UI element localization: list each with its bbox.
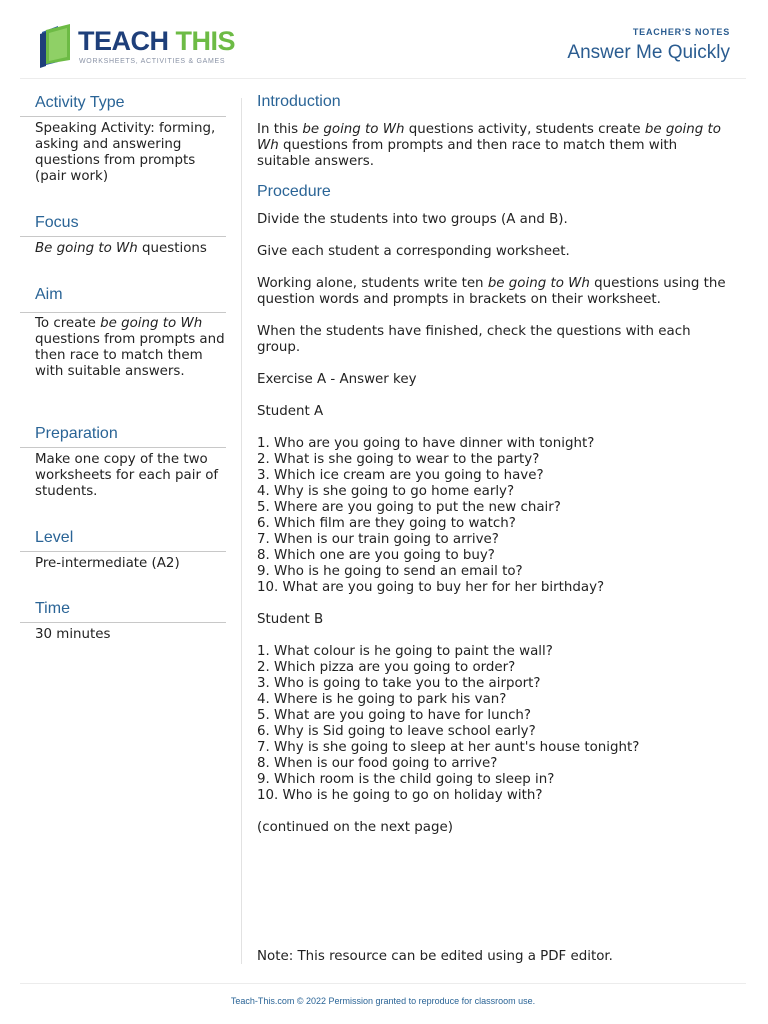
list-item: 7. Why is she going to sleep at her aunt's house tonight? [257,740,640,755]
list-item: 7. When is our train going to arrive? [257,532,499,547]
sidebar-heading: Aim [20,286,226,313]
sidebar-body [20,237,226,257]
sidebar-heading: Preparation [20,425,226,448]
pdf-editor-note: Note: This resource can be edited using a PDF editor. [257,949,613,964]
sidebar-text: questions from prompts and then race to match them with suitable answers. [35,332,225,379]
list-item: 5. What are you going to have for lunch? [257,708,532,723]
sidebar-preparation [20,425,226,529]
student-a-list [257,436,727,596]
sidebar-body: Speaking Activity: forming, asking and answering questions from prompts (pair work) [35,121,216,184]
book-icon [36,22,76,68]
procedure-step [257,276,727,308]
italic-text: be going to Wh [302,122,405,137]
sidebar-aim [20,286,226,425]
list-item: 2. What is she going to wear to the party? [257,452,540,467]
text: Working alone, students write ten [257,276,488,291]
text: questions from prompts and then race to match them with suitable answers. [257,138,678,169]
sidebar-body: Pre-intermediate (A2) [35,556,180,571]
sidebar-heading: Focus [20,214,226,237]
list-item: 10. Who is he going to go on holiday with? [257,788,543,803]
list-item: 8. Which one are you going to buy? [257,548,495,563]
sidebar-time [20,600,226,660]
student-b-list [257,644,727,804]
sidebar-body [20,313,226,380]
procedure-step: Give each student a corresponding worksheet. [257,244,570,259]
brand-teach: TEACH [78,26,169,56]
sidebar-italic: Be going to Wh [35,241,138,256]
list-item: 1. Who are you going to have dinner with tonight? [257,436,595,451]
introduction-text [257,122,727,170]
list-item: 2. Which pizza are you going to order? [257,660,516,675]
main-content [257,94,727,852]
sidebar-body: 30 minutes [35,627,111,642]
sidebar-focus [20,214,226,286]
header-titles [567,27,730,64]
list-item: 3. Which ice cream are you going to have? [257,468,544,483]
text: questions using the question words and prompts in brackets on their worksheet. [257,276,726,307]
sidebar-italic: be going to Wh [100,316,203,331]
text: In this [257,122,303,137]
sidebar-level [20,529,226,600]
brand-this: THIS [175,26,236,56]
student-b-label: Student B [257,612,324,627]
brand-wordmark [78,26,235,57]
section-label: TEACHER'S NOTES [632,27,730,37]
sidebar-text: To create [35,316,101,331]
list-item: 9. Which room is the child going to sleep in? [257,772,555,787]
sidebar-heading: Level [20,529,226,552]
answer-key-title: Exercise A - Answer key [257,372,417,387]
sidebar-activity-type [20,94,226,214]
list-item: 5. Where are you going to put the new chair? [257,500,561,515]
page-title: Answer Me Quickly [567,42,730,63]
procedure-step: Divide the students into two groups (A and B). [257,212,568,227]
sidebar-body: Make one copy of the two worksheets for each pair of students. [35,452,219,499]
sidebar-heading: Time [20,600,226,623]
italic-text: be going to Wh [257,122,721,153]
list-item: 9. Who is he going to send an email to? [257,564,523,579]
brand-tagline: WORKSHEETS, ACTIVITIES & GAMES [79,58,226,65]
text: questions activity, students create [404,122,645,137]
italic-text: be going to Wh [487,276,590,291]
procedure-heading: Procedure [257,183,331,200]
list-item: 1. What colour is he going to paint the wall? [257,644,553,659]
page-footer: Teach-This.com © 2022 Permission granted to reproduce for classroom use. [20,983,746,1006]
sidebar [20,94,226,660]
column-divider [241,98,242,964]
continued-note: (continued on the next page) [257,820,453,835]
teach-this-logo [36,22,236,70]
introduction-heading: Introduction [257,93,341,110]
list-item: 6. Why is Sid going to leave school early? [257,724,536,739]
list-item: 8. When is our food going to arrive? [257,756,498,771]
list-item: 6. Which film are they going to watch? [257,516,516,531]
list-item: 4. Where is he going to park his van? [257,692,507,707]
list-item: 10. What are you going to buy her for her birthday? [257,580,605,595]
sidebar-text: questions [137,241,207,256]
student-a-label: Student A [257,404,324,419]
procedure-step: When the students have finished, check the questions with each group. [257,324,691,355]
list-item: 4. Why is she going to go home early? [257,484,515,499]
sidebar-heading: Activity Type [20,94,226,117]
list-item: 3. Who is going to take you to the airport? [257,676,541,691]
page-header [20,0,746,79]
